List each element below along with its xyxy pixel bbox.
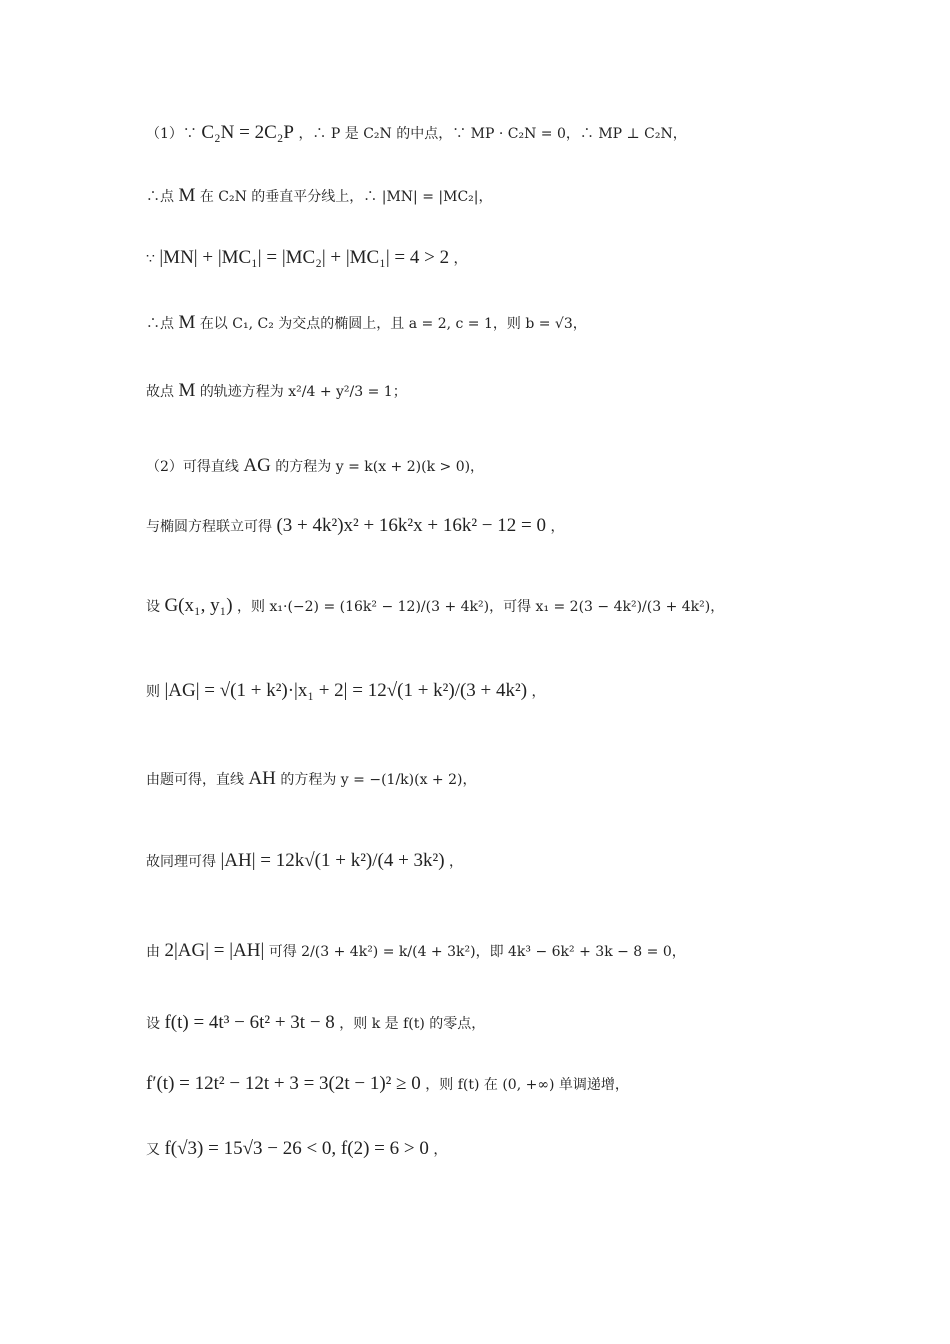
math-expression: M [178, 185, 196, 206]
text-segment: 在以 C₁, C₂ 为交点的椭圆上，且 a = 2, c = 1，则 b = √3， [199, 316, 587, 332]
text-segment: 的方程为 y = −(1/k)(x + 2)， [280, 772, 477, 788]
solution-line [146, 940, 686, 962]
math-expression: |AH| = 12k√(1 + k²)/(4 + 3k²) [220, 850, 445, 871]
text-segment: ∴点 [146, 316, 174, 332]
text-segment: ，则 x₁·(−2) = (16k² − 12)/(3 + 4k²)，可得 x₁ = 2(3 − 4k²)/(3 + 4k²)， [237, 599, 725, 615]
solution-line [146, 595, 724, 617]
text-segment: （1）∵ [146, 126, 197, 142]
math-expression: M [178, 312, 196, 333]
text-segment: （2）可得直线 [146, 459, 239, 475]
text-segment: 的方程为 y = k(x + 2)(k > 0)， [275, 459, 485, 475]
solution-line [146, 1073, 629, 1095]
text-segment: ， [453, 251, 468, 267]
math-expression: 2|AG| = |AH| [164, 940, 265, 961]
math-expression: (3 + 4k²)x² + 16k²x + 16k² − 12 = 0 [276, 515, 546, 536]
math-expression: f′(t) = 12t² − 12t + 3 = 3(2t − 1)² ≥ 0 [146, 1073, 421, 1094]
text-segment: ，则 f(t) 在 (0, +∞) 单调递增， [425, 1077, 629, 1093]
text-segment: 由题可得，直线 [146, 772, 244, 788]
text-segment: 由 [146, 944, 160, 960]
math-expression: C₂N = 2C₂P [201, 122, 294, 143]
math-expression: AH [248, 768, 276, 789]
text-segment: ∴点 [146, 189, 174, 205]
solution-line [146, 380, 407, 402]
text-segment: 故点 [146, 384, 174, 400]
solution-line [146, 1138, 447, 1160]
text-segment: ， [449, 854, 464, 870]
solution-line [146, 312, 587, 334]
text-segment: 的轨迹方程为 x²/4 + y²/3 = 1； [199, 384, 407, 400]
text-segment: ， [531, 684, 546, 700]
text-segment: 设 [146, 1016, 160, 1032]
solution-line [146, 680, 546, 702]
text-segment: 又 [146, 1142, 160, 1158]
math-expression: G(x₁, y₁) [164, 595, 233, 616]
text-segment: ， [433, 1142, 448, 1158]
math-expression: f(t) = 4t³ − 6t² + 3t − 8 [164, 1012, 335, 1033]
solution-line [146, 455, 484, 477]
math-expression: |MN| + |MC₁| = |MC₂| + |MC₁| = 4 > 2 [159, 247, 450, 268]
math-expression: M [178, 380, 196, 401]
solution-line [146, 768, 476, 790]
math-expression: |AG| = √(1 + k²)·|x₁ + 2| = 12√(1 + k²)/(3 + 4k²) [164, 680, 528, 701]
solution-line [146, 515, 564, 537]
solution-line [146, 185, 492, 207]
solution-line [146, 1012, 485, 1034]
text-segment: ∵ [146, 251, 155, 267]
solution-line [146, 850, 463, 872]
text-segment: 故同理可得 [146, 854, 216, 870]
text-segment: ，∴ P 是 C₂N 的中点，∵ MP · C₂N = 0，∴ MP ⊥ C₂N， [298, 126, 687, 142]
text-segment: ， [550, 519, 565, 535]
solution-line [146, 122, 687, 144]
text-segment: 与椭圆方程联立可得 [146, 519, 272, 535]
text-segment: 可得 2/(3 + 4k²) = k/(4 + 3k²)，即 4k³ − 6k² + 3k − 8 = 0， [268, 944, 686, 960]
math-expression: f(√3) = 15√3 − 26 < 0, f(2) = 6 > 0 [164, 1138, 429, 1159]
solution-line [146, 247, 468, 269]
text-segment: 在 C₂N 的垂直平分线上，∴ |MN| = |MC₂|， [199, 189, 493, 205]
text-segment: ，则 k 是 f(t) 的零点， [339, 1016, 486, 1032]
text-segment: 则 [146, 684, 160, 700]
text-segment: 设 [146, 599, 160, 615]
math-expression: AG [243, 455, 271, 476]
